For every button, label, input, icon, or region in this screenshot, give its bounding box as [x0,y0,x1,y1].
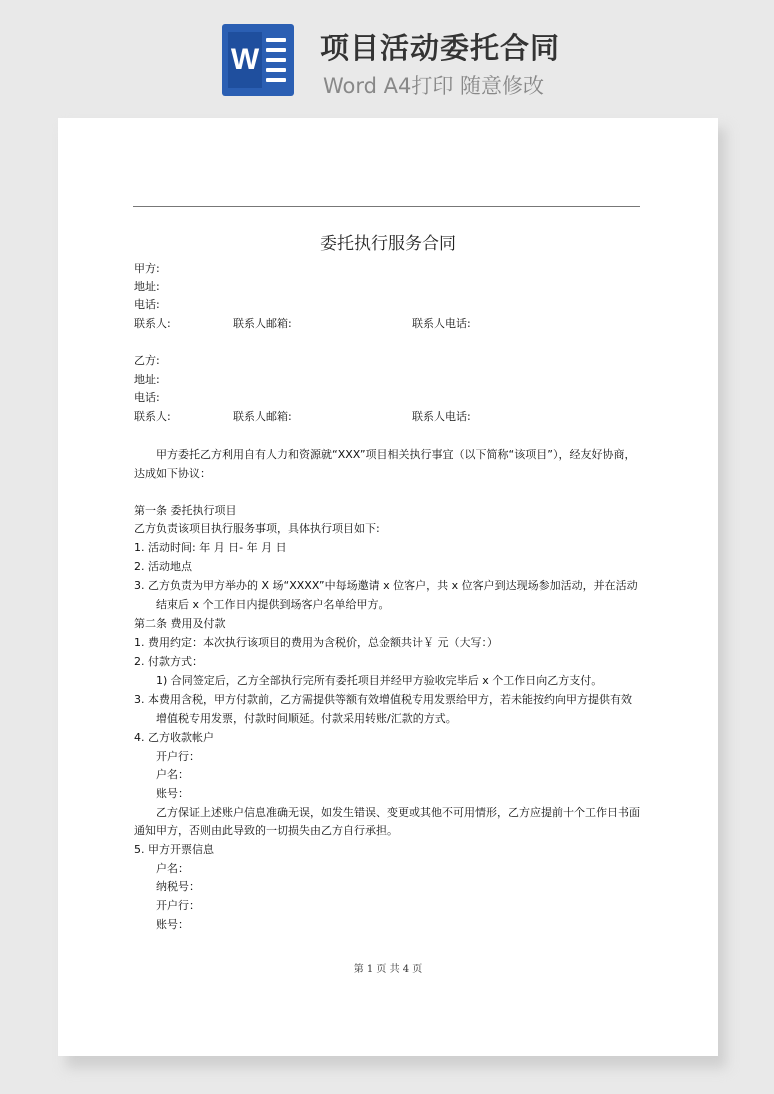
party-a-address: 地址: [134,280,160,293]
document-title: 委托执行服务合同 [320,234,456,254]
party-b-contact: 联系人: [134,410,171,423]
article-1-title: 第一条 委托执行项目 [134,504,237,517]
banner-title: 项目活动委托合同 [320,31,561,65]
account-number: 账号： [156,787,189,800]
article-2-item-3a: 3. 本费用含税，甲方付款前，乙方需提供等额有效增值税专用发票给甲方，若未能按约向甲方提供有效 [134,693,632,706]
party-a-contact-email: 联系人邮箱: [233,317,292,330]
party-b-label: 乙方: [134,354,160,367]
account-note-2: 通知甲方，否则由此导致的一切损失由乙方自行承担。 [134,824,398,837]
article-1-item-3b: 结束后 x 个工作日内提供到场客户名单给甲方。 [156,598,390,611]
article-2-title: 第二条 费用及付款 [134,617,226,630]
banner-subtitle: Word A4打印 随意修改 [323,74,545,98]
account-note-1: 乙方保证上述账户信息准确无误，如发生错误、变更或其他不可用情形，乙方应提前十个工作日书面 [156,806,640,819]
invoice-tax-number: 纳税号： [156,880,200,893]
party-b-contact-email: 联系人邮箱: [233,410,292,423]
banner [0,0,774,110]
page-footer: 第 1 页 共 4 页 [353,964,423,975]
article-1-item-2: 2. 活动地点 [134,560,192,573]
article-1-item-3a: 3. 乙方负责为甲方举办的 X 场“XXXX”中每场邀请 x 位客户，共 x 位客户到达现场参加活动，并在活动 [134,579,638,592]
intro-line-2: 达成如下协议： [134,467,211,480]
article-2-item-3b: 增值税专用发票，付款时间顺延。付款采用转账/汇款的方式。 [156,712,457,725]
word-icon [222,24,294,96]
invoice-name: 户名： [156,862,189,875]
invoice-account: 账号： [156,918,189,931]
account-bank: 开户行： [156,750,200,763]
party-b-address: 地址: [134,373,160,386]
word-letter: W [228,32,262,88]
header-rule [133,206,640,207]
account-name: 户名： [156,768,189,781]
party-a-contact: 联系人: [134,317,171,330]
party-a-label: 甲方: [134,262,160,275]
article-2-item-5: 5. 甲方开票信息 [134,843,214,856]
party-a-contact-phone: 联系人电话: [412,317,471,330]
article-2-item-1: 1. 费用约定：本次执行该项目的费用为含税价，总金额共计￥ 元（大写：） [134,636,498,649]
article-1-item-1: 1. 活动时间: 年 月 日- 年 月 日 [134,541,287,554]
article-2-item-4: 4. 乙方收款帐户 [134,731,214,744]
article-2-item-2: 2. 付款方式： [134,655,203,668]
word-lines-icon [266,38,286,88]
document-page [58,118,718,1056]
article-2-item-2-1: 1) 合同签定后，乙方全部执行完所有委托项目并经甲方验收完毕后 x 个工作日向乙方支付。 [156,674,603,687]
party-b-contact-phone: 联系人电话: [412,410,471,423]
invoice-bank: 开户行： [156,899,200,912]
intro-line-1: 甲方委托乙方利用自有人力和资源就“XXX”项目相关执行事宜（以下简称“该项目”），经友好协商， [156,448,636,461]
party-a-phone: 电话: [134,298,160,311]
party-b-phone: 电话: [134,391,160,404]
article-1-desc: 乙方负责该项目执行服务事项，具体执行项目如下: [134,522,380,535]
